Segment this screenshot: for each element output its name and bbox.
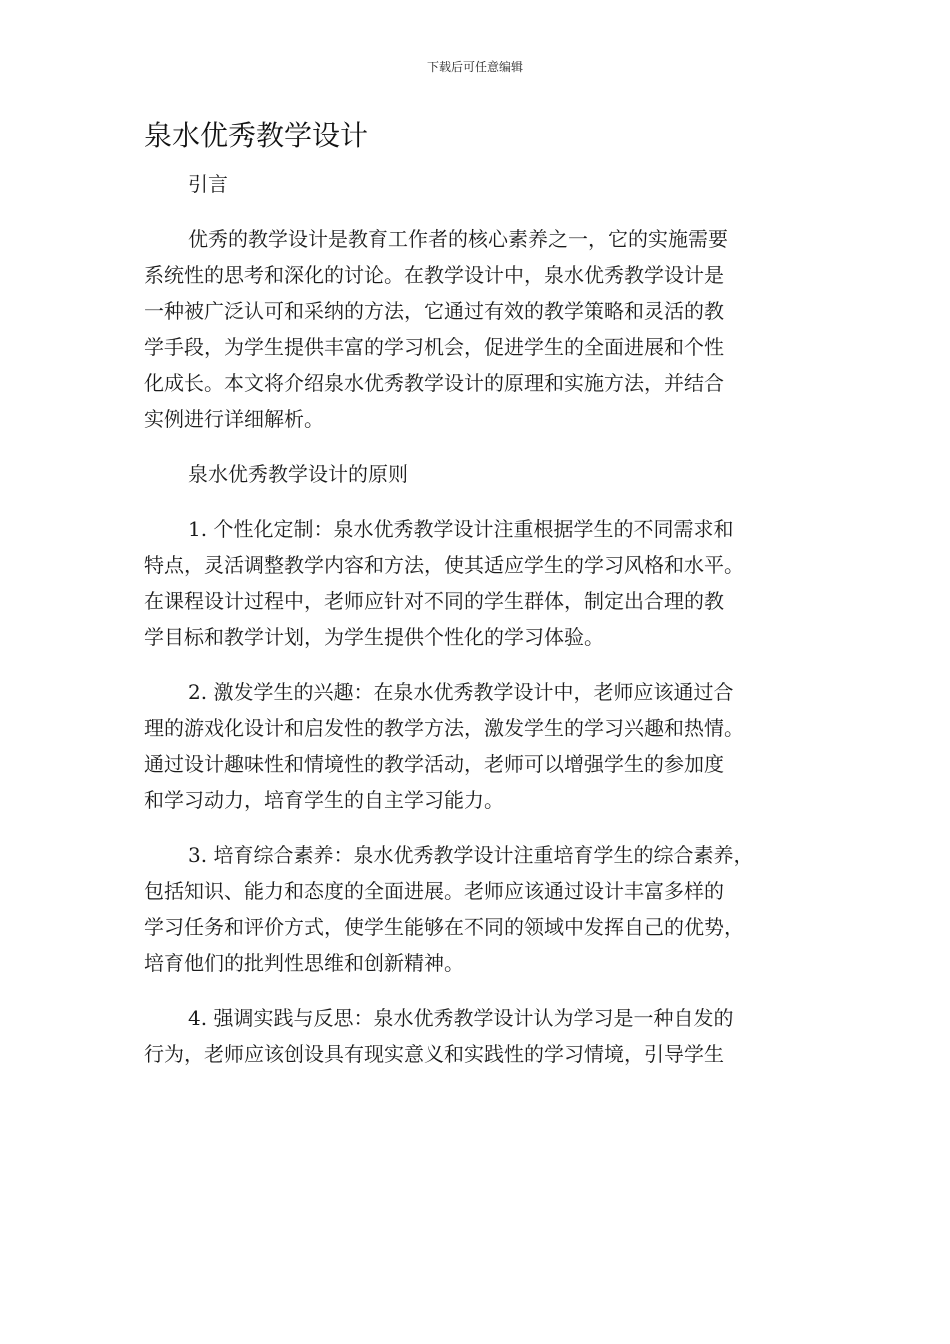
page-header-note: 下载后可任意编辑 — [426, 60, 523, 74]
intro-paragraph — [144, 221, 808, 437]
intro-line: 实例进行详细解析。 — [144, 407, 324, 431]
intro-heading-text: 引言 — [188, 172, 228, 196]
principle-line: 学目标和教学计划，为学生提供个性化的学习体验。 — [144, 625, 604, 649]
intro-line: 优秀的教学设计是教育工作者的核心素养之一，它的实施需要 — [188, 227, 728, 251]
principle-line: 在课程设计过程中，老师应针对不同的学生群体，制定出合理的教 — [144, 589, 724, 613]
intro-line: 一种被广泛认可和采纳的方法，它通过有效的教学策略和灵活的教 — [144, 299, 724, 323]
principle-line: 培育他们的批判性思维和创新精神。 — [144, 951, 464, 975]
principle-line: 1. 个性化定制：泉水优秀教学设计注重根据学生的不同需求和 — [188, 517, 734, 541]
principle-line: 学习任务和评价方式，使学生能够在不同的领域中发挥自己的优势， — [144, 915, 744, 939]
principle-paragraph-2 — [144, 674, 808, 818]
document-body — [144, 166, 808, 1072]
document-title: 泉水优秀教学设计 — [144, 119, 369, 152]
principles-heading — [144, 456, 808, 492]
intro-line: 化成长。本文将介绍泉水优秀教学设计的原理和实施方法，并结合 — [144, 371, 724, 395]
principle-line: 特点，灵活调整教学内容和方法，使其适应学生的学习风格和水平。 — [144, 553, 744, 577]
principle-paragraph-1 — [144, 511, 808, 655]
principle-line: 3. 培育综合素养：泉水优秀教学设计注重培育学生的综合素养， — [188, 843, 754, 867]
principle-line: 和学习动力，培育学生的自主学习能力。 — [144, 788, 504, 812]
principle-line: 4. 强调实践与反思：泉水优秀教学设计认为学习是一种自发的 — [188, 1006, 734, 1030]
principle-paragraph-4 — [144, 1000, 808, 1072]
principle-line: 行为，老师应该创设具有现实意义和实践性的学习情境，引导学生 — [144, 1042, 724, 1066]
principles-heading-text: 泉水优秀教学设计的原则 — [188, 462, 408, 486]
principle-line: 理的游戏化设计和启发性的教学方法，激发学生的学习兴趣和热情。 — [144, 716, 744, 740]
intro-heading — [144, 166, 808, 202]
principle-paragraph-3 — [144, 837, 808, 981]
principle-line: 包括知识、能力和态度的全面进展。老师应该通过设计丰富多样的 — [144, 879, 724, 903]
principle-line: 通过设计趣味性和情境性的教学活动，老师可以增强学生的参加度 — [144, 752, 724, 776]
principle-line: 2. 激发学生的兴趣：在泉水优秀教学设计中，老师应该通过合 — [188, 680, 734, 704]
intro-line: 学手段，为学生提供丰富的学习机会，促进学生的全面进展和个性 — [144, 335, 724, 359]
intro-line: 系统性的思考和深化的讨论。在教学设计中，泉水优秀教学设计是 — [144, 263, 724, 287]
